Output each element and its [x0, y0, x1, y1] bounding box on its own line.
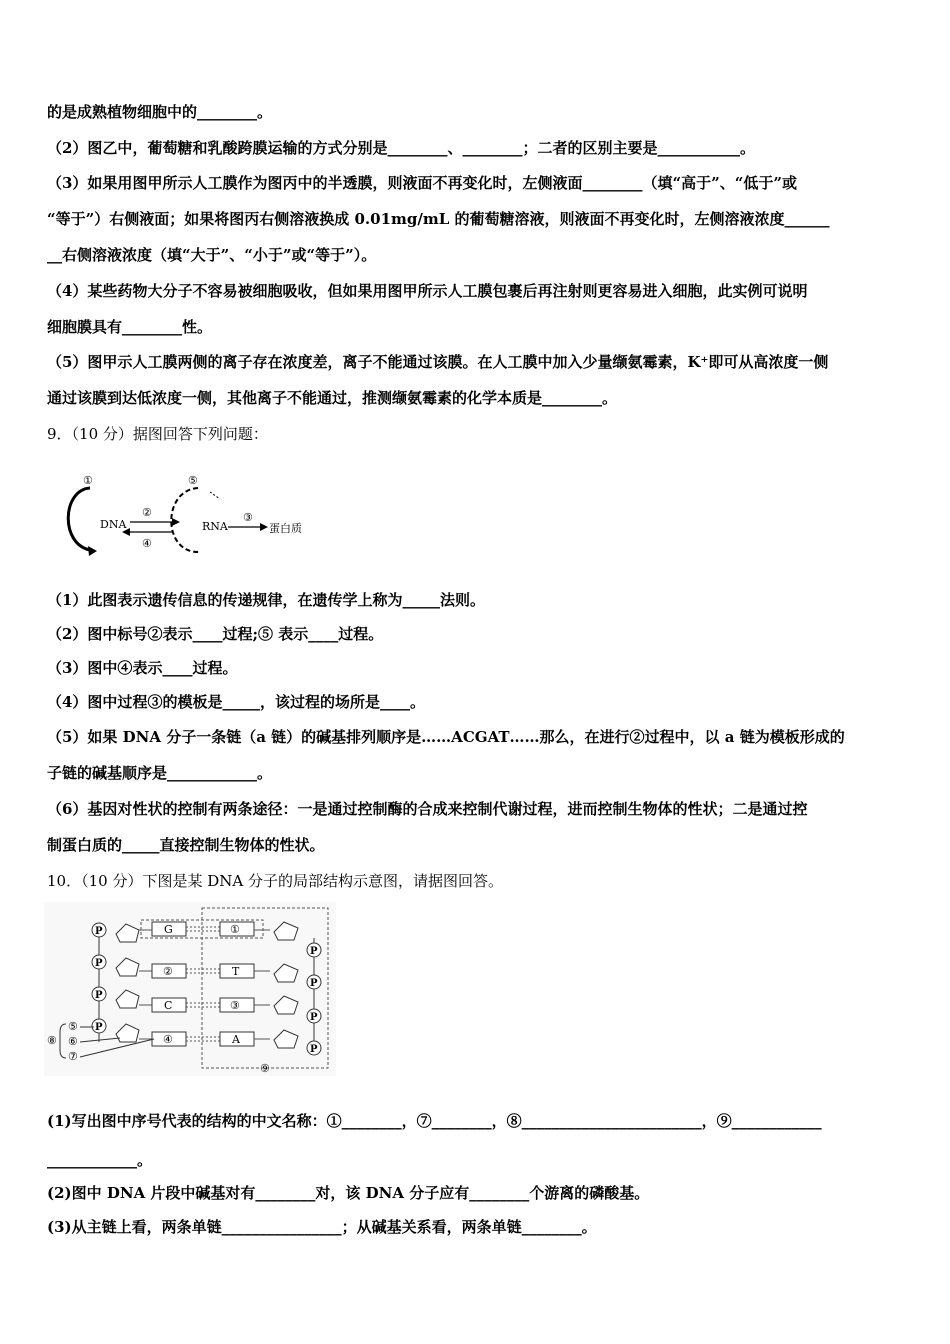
q8-part5-line1: （5）图甲示人工膜两侧的离子存在浓度差，离子不能通过该膜。在人工膜中加入少量缬氨霉素，K⁺即可从高浓度一侧 [47, 353, 829, 371]
q10-part1-line1: (1)写出图中序号代表的结构的中文名称：①________，⑦________，⑧________________________，⑨____________ [47, 1112, 822, 1130]
replication-arrow [68, 488, 90, 550]
q9-part4: （4）图中过程③的模板是_____，该过程的场所是____。 [47, 693, 425, 711]
phosphate-label: P [95, 958, 103, 969]
phosphate-label: P [310, 978, 318, 989]
label-1: ① [83, 474, 93, 487]
transcription-arrowhead [172, 518, 180, 526]
q8-part2: （2）图乙中，葡萄糖和乳酸跨膜运输的方式分别是________、________；二者的区别主要是___________。 [47, 139, 755, 157]
base-letter: C [164, 999, 173, 1012]
label-7: ⑦ [68, 1050, 78, 1063]
phosphate-label: P [310, 946, 318, 957]
label-5: ⑤ [68, 1020, 78, 1033]
replication-arrowhead [88, 546, 97, 556]
q8-line1: 的是成熟植物细胞中的________。 [47, 103, 273, 121]
q9-part3: （3）图中④表示____过程。 [47, 659, 238, 677]
phosphate-label: P [310, 1012, 318, 1023]
q9-part5-line1: （5）如果 DNA 分子一条链（a 链）的碱基排列顺序是……ACGAT……那么，在进行②过程中，以 a 链为模板形成的 [47, 728, 845, 746]
phosphate-label: P [95, 990, 103, 1001]
q8-part3-line3: __右侧溶液浓度（填“大于”、“小于”或“等于”）。 [47, 246, 377, 264]
q8-part3-line2: “等于”）右侧液面；如果将图丙右侧溶液换成 0.01mg/mL 的葡萄糖溶液，则液面不再变化时，左侧溶液浓度______ [47, 210, 830, 228]
dna-label: DNA [100, 518, 127, 531]
label-8: ⑧ [47, 1034, 57, 1047]
q9-title: 9．（10 分）据图回答下列问题： [47, 425, 268, 443]
q10-part1-line2: ____________。 [47, 1151, 153, 1169]
q8-part5-line2: 通过该膜到达低浓度一侧，其他离子不能通过，推测缬氨霉素的化学本质是________。 [47, 389, 618, 407]
central-dogma-diagram [60, 472, 310, 562]
phosphate-label: P [310, 1044, 318, 1055]
q10-part3: (3)从主链上看，两条单链________________；从碱基关系看，两条单链________。 [47, 1218, 597, 1236]
base-letter: ① [230, 923, 240, 936]
dna-structure-diagram [44, 902, 336, 1076]
q8-part4-line2: 细胞膜具有________性。 [47, 318, 213, 336]
rna-label: RNA [202, 520, 228, 533]
label-3: ③ [243, 511, 253, 524]
q9-part6-line1: （6）基因对性状的控制有两条途径：一是通过控制酶的合成来控制代谢过程，进而控制生物体的性状；二是通过控 [47, 800, 808, 818]
q9-part5-line2: 子链的碱基顺序是____________。 [47, 764, 273, 782]
q9-part6-line2: 制蛋白质的_____直接控制生物体的性状。 [47, 836, 325, 854]
q8-part3-line1: （3）如果用图甲所示人工膜作为图丙中的半透膜，则液面不再变化时，左侧液面________（填“高于”、“低于”或 [47, 174, 797, 192]
q9-part2: （2）图中标号②表示____过程;⑤ 表示____过程。 [47, 625, 384, 643]
phosphate-label: P [95, 1022, 103, 1033]
q9-part1: （1）此图表示遗传信息的传递规律，在遗传学上称为_____法则。 [47, 591, 485, 609]
base-letter: ③ [230, 999, 240, 1012]
base-letter: ② [163, 965, 173, 978]
rna-replication-arrowhead [210, 492, 220, 499]
base-letter: T [232, 965, 240, 978]
label-9: ⑨ [260, 1062, 270, 1075]
label-4: ④ [142, 537, 152, 550]
q8-part4-line1: （4）某些药物大分子不容易被细胞吸收，但如果用图甲所示人工膜包裹后再注射则更容易进入细胞，此实例可说明 [47, 282, 808, 300]
q10-title: 10．（10 分）下图是某 DNA 分子的局部结构示意图，请据图回答。 [47, 872, 503, 890]
translation-arrowhead [260, 523, 268, 531]
base-letter: G [164, 923, 173, 936]
base-letter: A [232, 1033, 240, 1046]
protein-label: 蛋白质 [269, 522, 302, 535]
q10-part2: (2)图中 DNA 片段中碱基对有________对，该 DNA 分子应有________个游离的磷酸基。 [47, 1184, 650, 1202]
phosphate-label: P [95, 926, 103, 937]
label-5: ⑤ [188, 474, 198, 487]
label-6: ⑥ [68, 1035, 78, 1048]
label-2: ② [142, 506, 152, 519]
base-letter: ④ [163, 1033, 173, 1046]
